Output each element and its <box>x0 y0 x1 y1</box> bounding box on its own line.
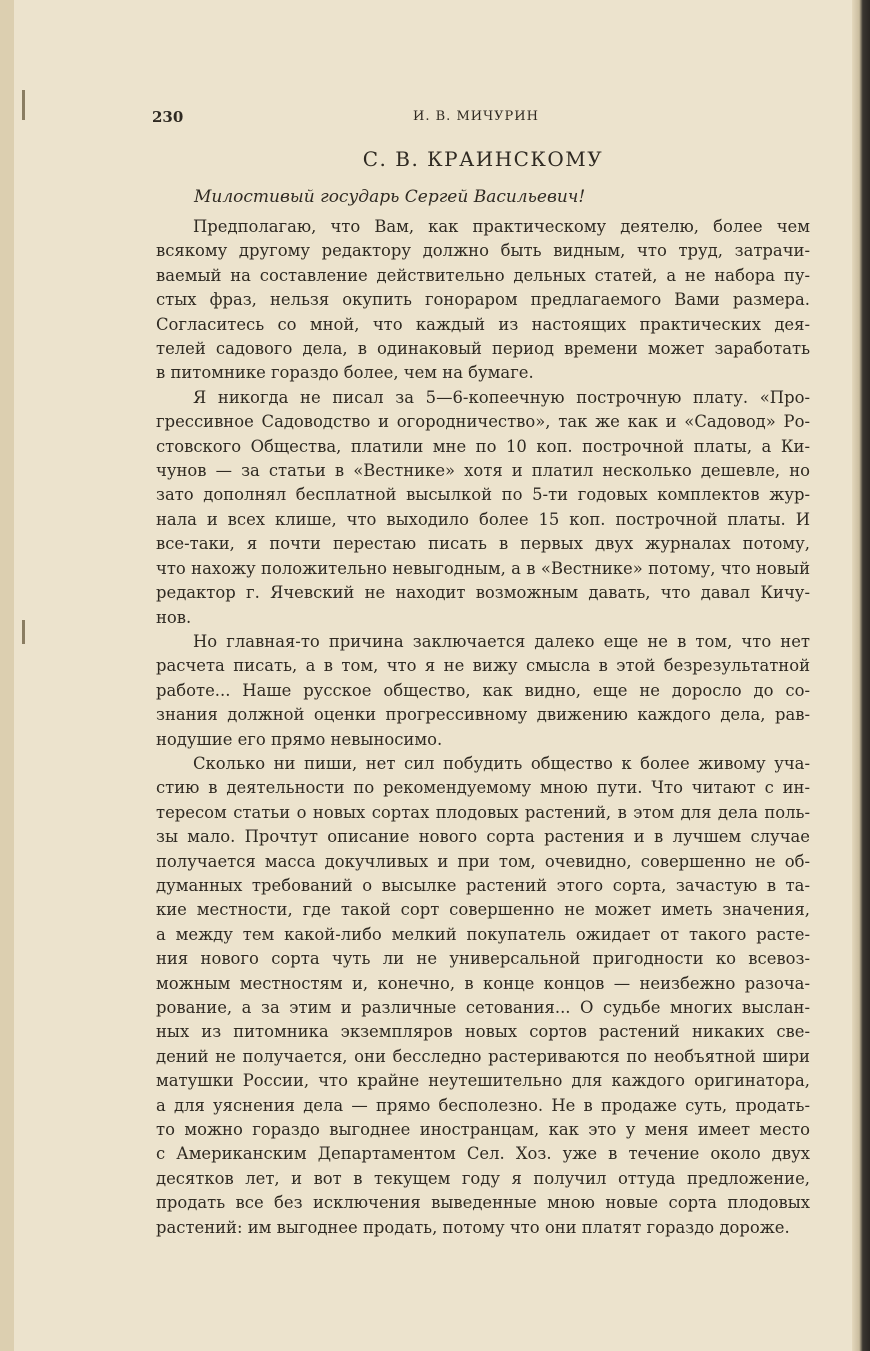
text-line: Я никогда не писал за 5—6-копеечную построчную плату. «Про- <box>193 387 810 407</box>
text-line: с Американским Департаментом Сел. Хоз. уже в течение около двух <box>156 1144 810 1164</box>
text-line: растений: им выгоднее продать, потому что они платят гораздо дороже. <box>156 1217 790 1237</box>
page-number: 230 <box>152 108 184 126</box>
text-line: что нахожу положительно невыгодным, а в «Вестнике» потому, что новый <box>156 558 810 578</box>
letter-salutation: Милостивый государь Сергей Васильевич! <box>194 187 586 207</box>
text-line: можным местностям и, конечно, в конце концов — неизбежно разоча- <box>156 973 810 993</box>
page-edge-mark <box>22 90 25 120</box>
text-line: думанных требований о высылке растений этого сорта, зачастую в та- <box>156 875 810 895</box>
paragraph <box>156 386 810 630</box>
paragraph <box>156 630 810 752</box>
text-line: работе... Наше русское общество, как видно, еще не доросло до со- <box>156 680 810 700</box>
running-head: И. В. МИЧУРИН <box>413 109 539 124</box>
text-line: редактор г. Ячевский не находит возможным давать, что давал Кичу- <box>156 583 810 603</box>
letter-body <box>156 215 810 1240</box>
text-line: всякому другому редактору должно быть видным, что труд, затрачи- <box>156 241 810 261</box>
text-line: все-таки, я почти перестаю писать в первых двух журналах потому, <box>156 534 810 554</box>
page-header <box>140 108 812 130</box>
text-line: получается масса докучливых и при том, очевидно, совершенно не об- <box>156 851 810 871</box>
text-line: стию в деятельности по рекомендуемому мною пути. Что читают с ин- <box>156 778 810 798</box>
paragraph <box>156 752 810 1240</box>
text-line: ных из питомника экземпляров новых сортов растений никаких све- <box>156 1022 810 1042</box>
text-line: ния нового сорта чуть ли не универсальной пригодности ко всевоз- <box>156 949 810 969</box>
text-line: нов. <box>156 607 192 627</box>
text-line: Но главная-то причина заключается далеко еще не в том, что нет <box>193 631 810 651</box>
text-line: тересом статьи о новых сортах плодовых растений, в этом для дела поль- <box>156 802 810 822</box>
page-edge-mark <box>22 620 25 644</box>
page-binding-edge <box>852 0 870 1351</box>
text-line: знания должной оценки прогрессивному движению каждого дела, рав- <box>156 705 810 725</box>
text-line: Предполагаю, что Вам, как практическому деятелю, более чем <box>193 217 810 236</box>
text-line: грессивное Садоводство и огородничество», так же как и «Садовод» Ро- <box>156 412 810 432</box>
text-line: кие местности, где такой сорт совершенно не может иметь значения, <box>156 900 810 920</box>
text-line: расчета писать, а в том, что я не вижу смысла в этой безрезультатной <box>156 656 810 676</box>
text-line: а для уяснения дела — прямо бесполезно. Не в продаже суть, продать- <box>156 1095 810 1115</box>
text-line: зато дополнял бесплатной высылкой по 5-ти годовых комплектов жур- <box>156 485 810 505</box>
text-line: рование, а за этим и различные сетования... О судьбе многих выслан- <box>156 998 810 1017</box>
text-line: а между тем какой-либо мелкий покупатель ожидает от такого расте- <box>156 924 810 944</box>
text-line: телей садового дела, в одинаковый период времени может заработать <box>156 339 810 359</box>
text-line: зы мало. Прочтут описание нового сорта растения и в лучшем случае <box>156 827 810 847</box>
text-line: нодушие его прямо невыносимо. <box>156 729 443 749</box>
text-line: матушки России, что крайне неутешительно для каждого оригинатора, <box>156 1071 810 1091</box>
letter-title: С. В. КРАИНСКОМУ <box>362 147 604 171</box>
text-line: десятков лет, и вот в текущем году я получил оттуда предложение, <box>156 1168 810 1188</box>
text-line: Согласитесь со мной, что каждый из настоящих практических дея- <box>156 314 810 334</box>
text-line: нала и всех клише, что выходило более 15 коп. построчной платы. И <box>156 509 810 529</box>
text-line: Сколько ни пиши, нет сил побудить общество к более живому уча- <box>193 753 810 773</box>
text-line: продать все без исключения выведенные мною новые сорта плодовых <box>156 1193 810 1213</box>
text-line: чунов — за статьи в «Вестнике» хотя и платил несколько дешевле, но <box>156 461 810 481</box>
paragraph <box>156 215 810 386</box>
text-line: дений не получается, они бесследно растериваются по необъятной шири <box>156 1046 810 1066</box>
text-line: стых фраз, нельзя окупить гонораром предлагаемого Вами размера. <box>156 290 810 310</box>
text-line: в питомнике гораздо более, чем на бумаге. <box>156 363 534 383</box>
text-line: ваемый на составление действительно дельных статей, а не набора пу- <box>156 265 810 285</box>
text-line: то можно гораздо выгоднее иностранцам, как это у меня имеет место <box>156 1120 810 1140</box>
text-line: стовского Общества, платили мне по 10 коп. построчной платы, а Ки- <box>156 436 810 456</box>
